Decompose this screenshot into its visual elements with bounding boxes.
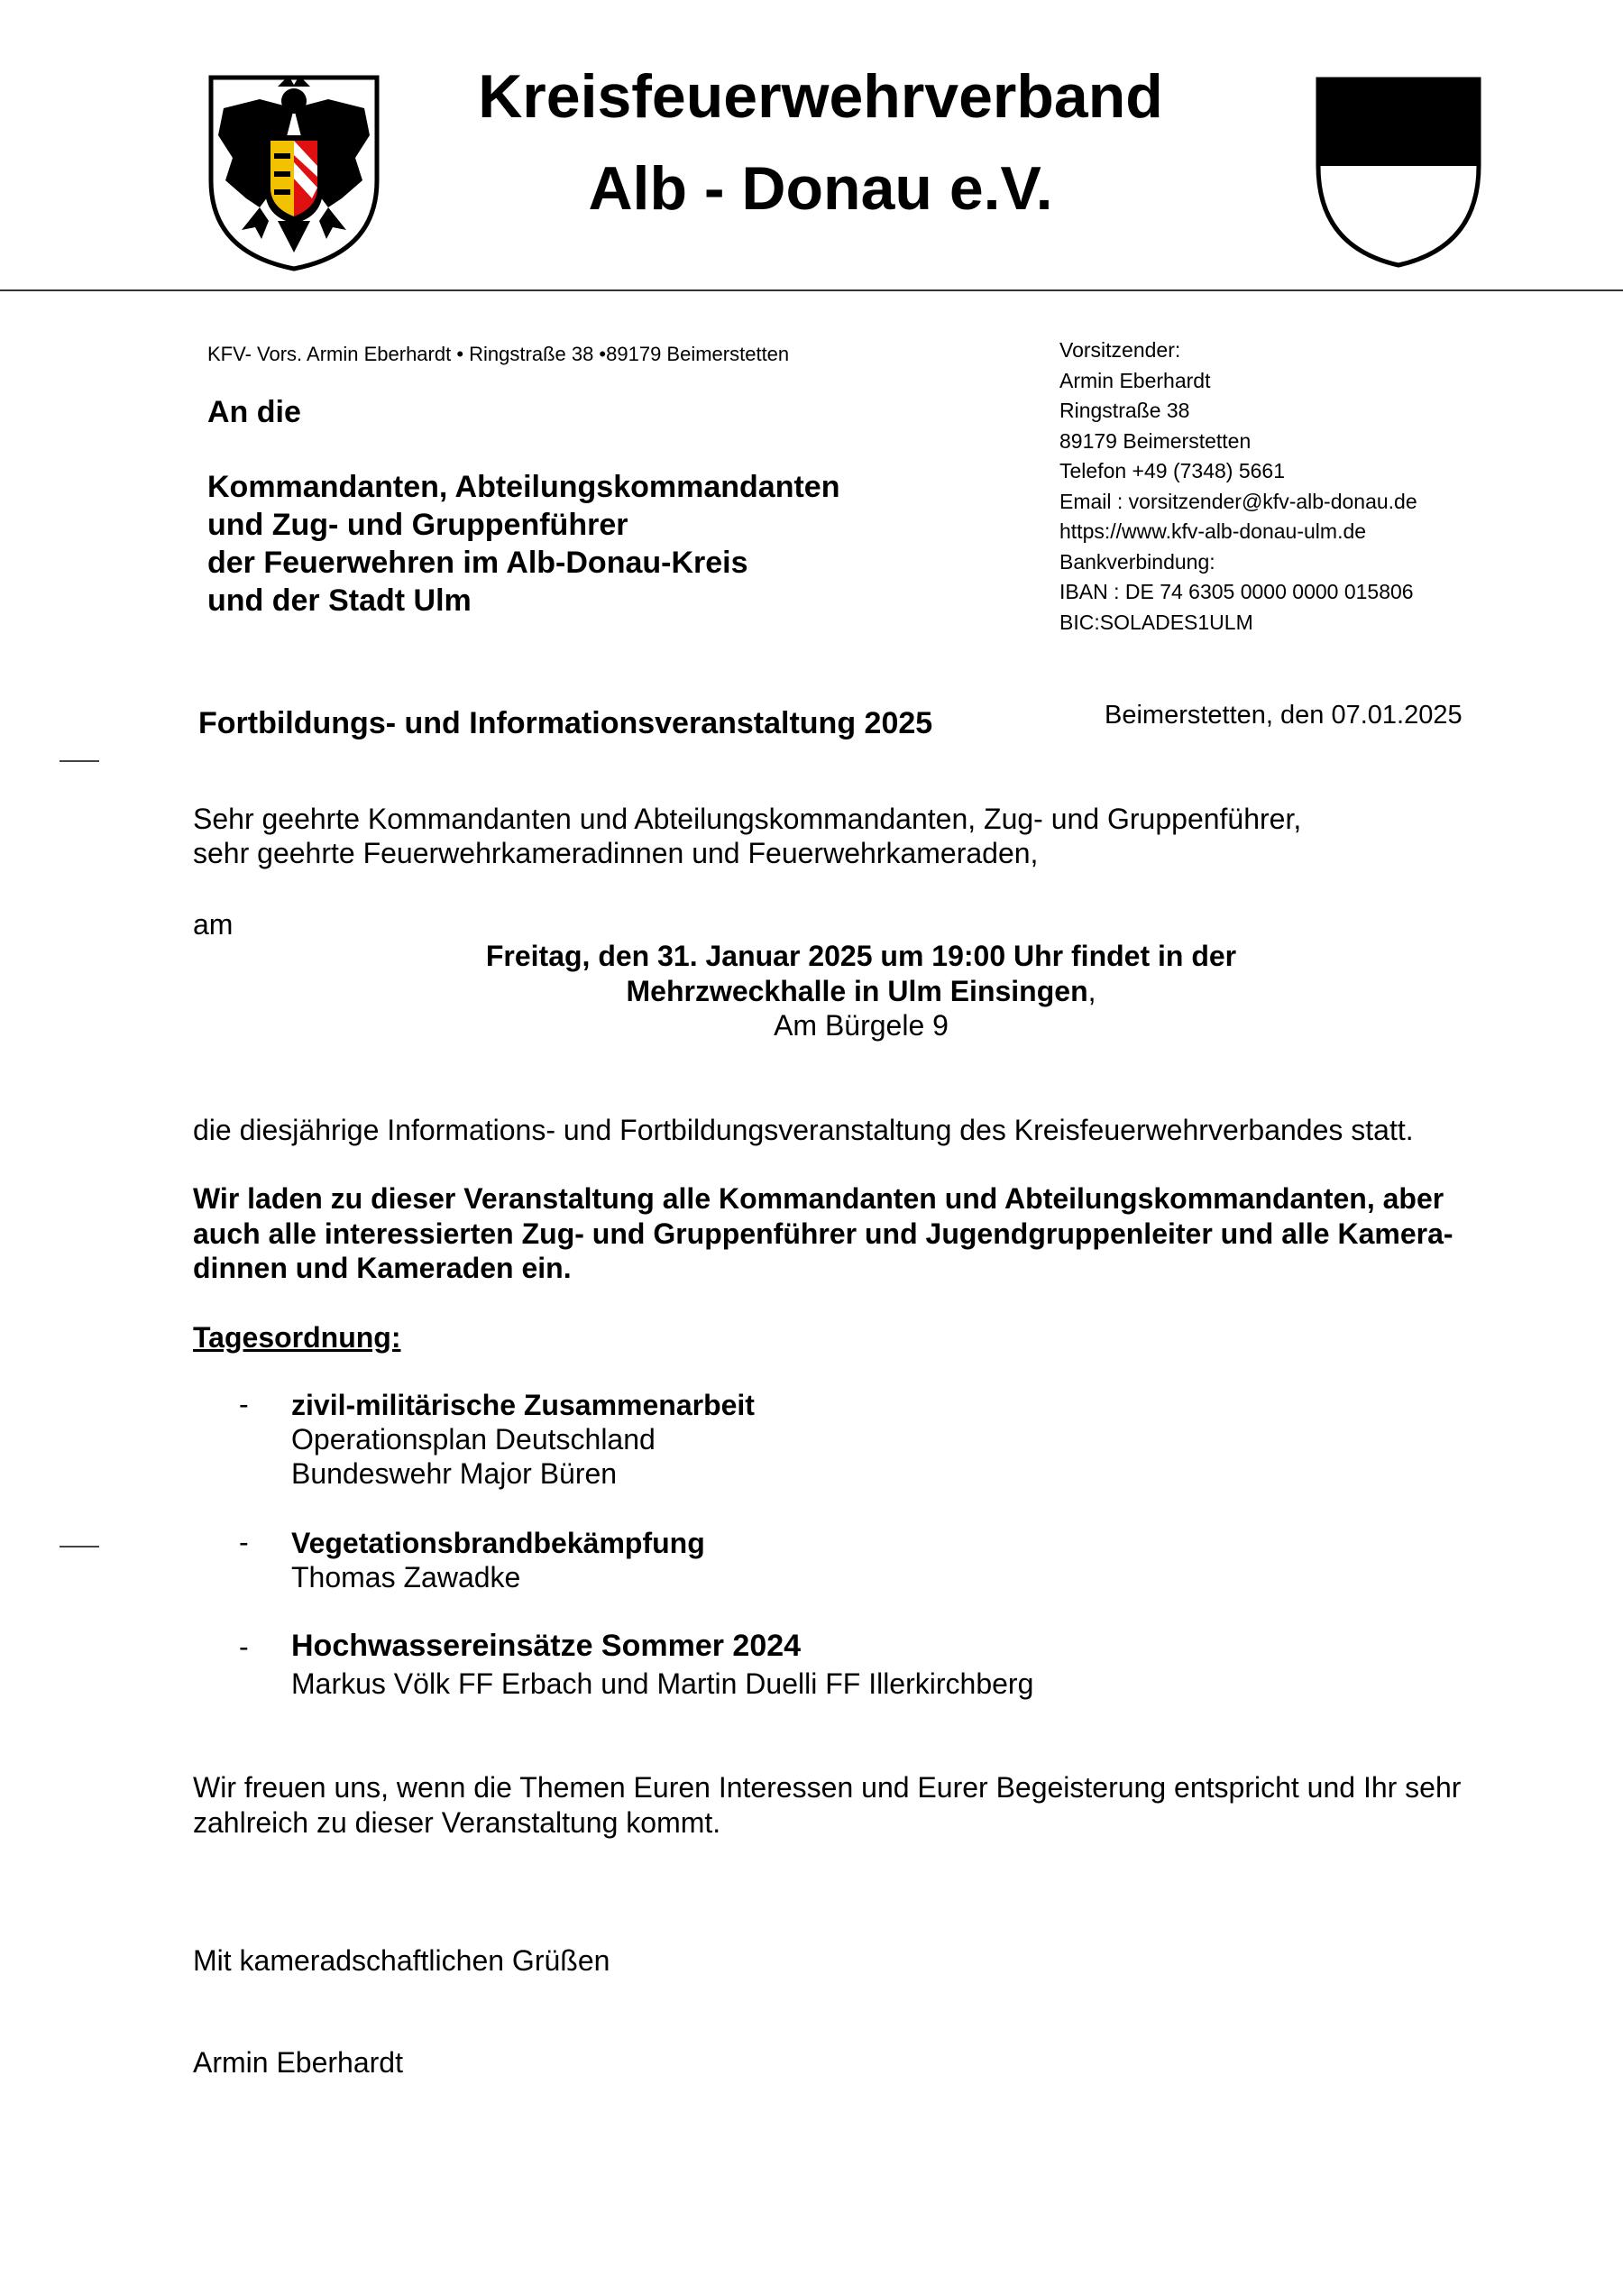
alb-donau-coat-of-arms-logo	[206, 72, 382, 272]
closing-line: zahlreich zu dieser Veranstaltung kommt.	[193, 1806, 721, 1839]
agenda-item-title: zivil-militärische Zusammenarbeit	[291, 1389, 755, 1421]
contact-bank-label: Bankverbindung:	[1059, 549, 1215, 574]
recipient-line: und Zug- und Gruppenführer	[207, 508, 628, 542]
event-date-line: Freitag, den 31. Januar 2025 um 19:00 Uhr findet in der	[485, 940, 1237, 972]
letter-subject: Fortbildungs- und Informationsveranstaltung 2025	[198, 706, 933, 740]
agenda-item-detail: Markus Völk FF Erbach und Martin Duelli FF Illerkirchberg	[291, 1667, 1034, 1700]
intro-paragraph: die diesjährige Informations- und Fortbildungsveranstaltung des Kreisfeuerwehrverbandes statt.	[193, 1114, 1414, 1146]
ulm-coat-of-arms-logo	[1315, 76, 1482, 269]
invitation-line: auch alle interessierten Zug- und Gruppenführer und Jugendgruppenleiter und alle Kamera-	[193, 1217, 1453, 1250]
contact-phone: Telefon +49 (7348) 5661	[1059, 459, 1286, 482]
event-address-line: Am Bürgele 9	[774, 1009, 949, 1042]
closing-line: Wir freuen uns, wenn die Themen Euren Interessen und Eurer Begeisterung entspricht und Ihr sehr	[193, 1771, 1462, 1804]
contact-name: Armin Eberhardt	[1059, 368, 1211, 392]
agenda-item-detail: Bundeswehr Major Büren	[291, 1457, 618, 1490]
regards: Mit kameradschaftlichen Grüßen	[193, 1944, 610, 1977]
agenda-item-title: Vegetationsbrandbekämpfung	[291, 1527, 705, 1559]
fold-mark	[60, 760, 99, 762]
signature-name: Armin Eberhardt	[193, 2046, 403, 2079]
greeting-line: Sehr geehrte Kommandanten und Abteilungskommandanten, Zug- und Gruppenführer,	[193, 803, 1302, 835]
event-venue: Mehrzweckhalle in Ulm Einsingen	[626, 975, 1088, 1007]
agenda-item-detail: Thomas Zawadke	[291, 1561, 521, 1593]
recipient-line: Kommandanten, Abteilungskommandanten	[207, 470, 840, 504]
agenda-item-title: Hochwassereinsätze Sommer 2024	[291, 1629, 802, 1663]
agenda-bullet: -	[239, 1388, 249, 1420]
contact-block	[1059, 335, 1417, 638]
contact-iban: IBAN : DE 74 6305 0000 0000 015806	[1059, 580, 1414, 603]
header-divider	[0, 289, 1623, 291]
sender-line: KFV- Vors. Armin Eberhardt • Ringstraße 38 •89179 Beimerstetten	[207, 343, 790, 365]
contact-bic: BIC:SOLADES1ULM	[1059, 610, 1253, 634]
event-venue-comma: ,	[1087, 975, 1096, 1007]
event-venue-line	[270, 974, 1452, 1008]
fold-mark	[60, 1546, 99, 1548]
recipient-line: und der Stadt Ulm	[207, 583, 472, 618]
invitation-line: dinnen und Kameraden ein.	[193, 1252, 572, 1284]
invitation-line: Wir laden zu dieser Veranstaltung alle Kommandanten und Abteilungskommandanten, aber	[193, 1182, 1444, 1215]
agenda-title: Tagesordnung:	[193, 1321, 401, 1354]
contact-website: https://www.kfv-alb-donau-ulm.de	[1059, 519, 1367, 543]
recipient-line: der Feuerwehren im Alb-Donau-Kreis	[207, 546, 748, 580]
org-title-line-1: Kreisfeuerwehrverband	[478, 62, 1163, 131]
contact-email: Email : vorsitzender@kfv-alb-donau.de	[1059, 489, 1417, 513]
contact-label-chair: Vorsitzender:	[1059, 338, 1181, 362]
greeting-line: sehr geehrte Feuerwehrkameradinnen und Feuerwehrkameraden,	[193, 837, 1039, 869]
agenda-item-detail: Operationsplan Deutschland	[291, 1423, 656, 1456]
am-word: am	[193, 908, 234, 941]
contact-street: Ringstraße 38	[1059, 399, 1190, 422]
contact-city: 89179 Beimerstetten	[1059, 428, 1252, 453]
agenda-bullet: -	[239, 1526, 249, 1558]
org-title-line-2: Alb - Donau e.V.	[588, 154, 1053, 223]
agenda-bullet: -	[239, 1630, 249, 1663]
recipient-salutation: An die	[207, 395, 301, 429]
letter-date: Beimerstetten, den 07.01.2025	[1105, 701, 1463, 730]
